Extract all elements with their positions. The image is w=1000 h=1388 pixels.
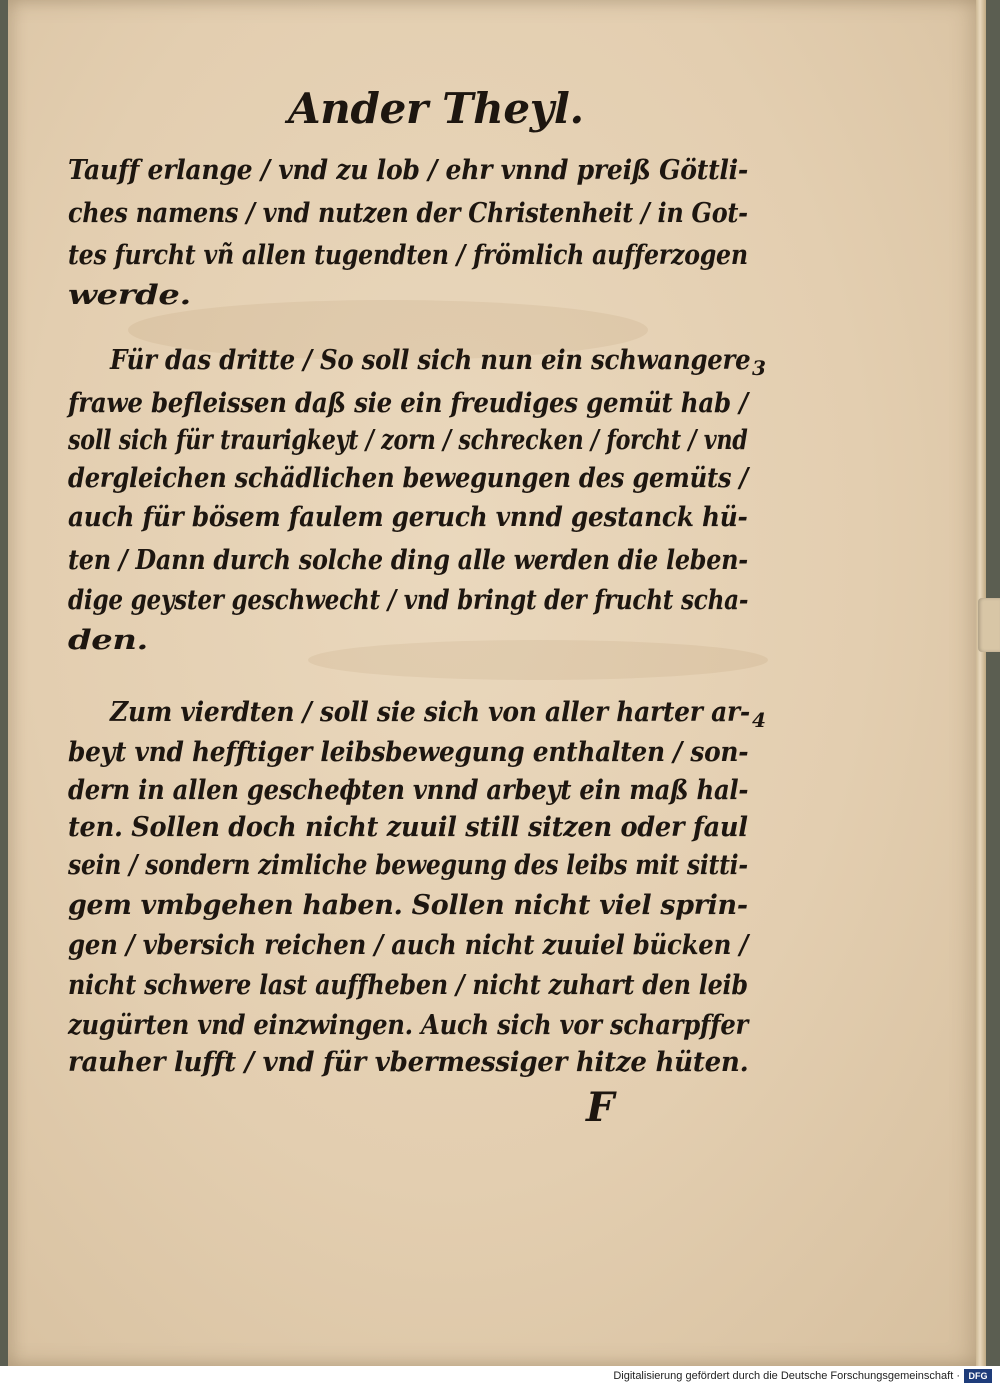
footer-credit: Digitalisierung gefördert durch die Deutsche Forschungsgemeinschaft · bbox=[613, 1370, 960, 1382]
text-line: dige geyster geschwecht / vnd bringt der frucht scha- bbox=[68, 585, 749, 616]
text-line: den. bbox=[68, 625, 148, 656]
text-line: dergleichen schädlichen bewegungen des gemüts / bbox=[68, 463, 749, 494]
margin-number: 3 bbox=[752, 356, 766, 380]
page-edge bbox=[976, 0, 986, 1366]
margin-number: 4 bbox=[752, 708, 766, 732]
text-line: frawe beflеissen daß sie ein freudiges gemüt hab / bbox=[68, 388, 748, 419]
text-line: gem vmbgehen haben. Sollen nicht viel sprin- bbox=[68, 890, 748, 921]
signature-mark: F bbox=[586, 1084, 615, 1131]
text-line: Für das dritte / So soll sich nun ein schwangere bbox=[110, 345, 751, 376]
text-line: werde. bbox=[68, 280, 191, 311]
text-line: zugürten vnd einzwingen. Auch sich vor scharpffer bbox=[68, 1010, 749, 1041]
text-line: Tauff erlange / vnd zu lob / ehr vnnd preiß Göttli- bbox=[68, 155, 749, 186]
page-header: Ander Theyl. bbox=[288, 84, 584, 133]
text-line: dern in allen gescheфten vnnd arbeyt ein maß hal- bbox=[68, 775, 749, 806]
text-line: auch für bösem faulem geruch vnnd gestanck hü- bbox=[68, 502, 748, 533]
footer-bar bbox=[0, 1366, 1000, 1388]
text-line: tes furcht vñ allen tugendten / frömlich aufferzogen bbox=[68, 240, 748, 271]
text-line: Zum vierdten / soll sie sich von aller harter ar- bbox=[110, 697, 750, 728]
text-line: ches namens / vnd nutzen der Christenheit / in Got- bbox=[68, 198, 748, 229]
text-line: nicht schwere last auffheben / nicht zuhart den leib bbox=[68, 970, 748, 1001]
text-line: ten. Sollen doch nicht zuuil still sitzen oder faul bbox=[68, 812, 748, 843]
page-stain bbox=[308, 640, 768, 680]
text-line: gen / vbersich reichen / auch nicht zuuiel bücken / bbox=[68, 930, 748, 961]
text-line: rauher lufft / vnd für vbermessiger hitze hüten. bbox=[68, 1047, 749, 1078]
text-line: sein / sondern zimliche bewegung des leibs mit sitti- bbox=[68, 850, 748, 881]
page-tab bbox=[978, 598, 1000, 652]
text-line: ten / Dann durch solche ding alle werden die leben- bbox=[68, 545, 748, 576]
text-line: soll sich für traurigkeyt / zorn / schrecken / forcht / vnd bbox=[68, 425, 748, 456]
dfg-logo-badge: DFG bbox=[964, 1369, 992, 1383]
text-line: beyt vnd hefftiger leibsbewegung enthalten / son- bbox=[68, 737, 749, 768]
